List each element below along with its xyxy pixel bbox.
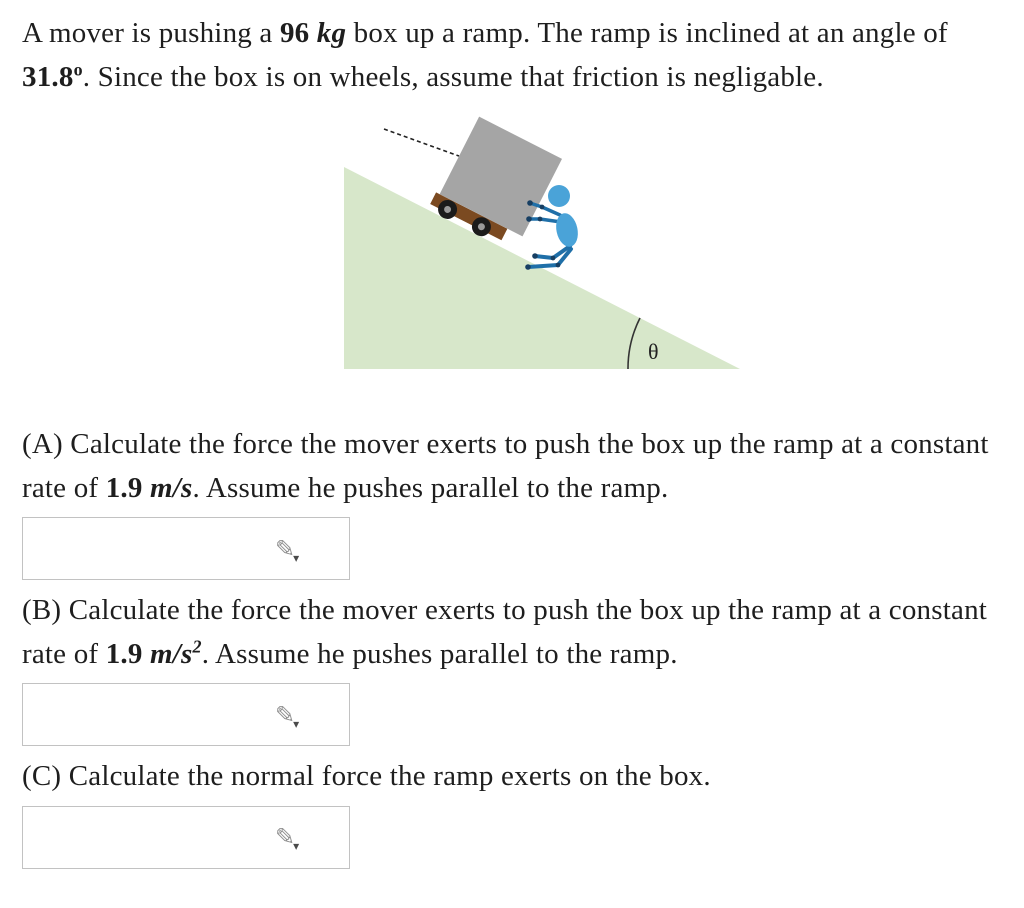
pencil-icon: ✎ [275,700,296,729]
mover-head [548,185,570,207]
answer-input-a[interactable] [23,518,349,579]
rate-value: 1.9 [105,637,151,670]
answer-input-c[interactable] [23,807,349,868]
text-segment: (A) Calculate the force the mover exerts to push the box up the ramp at a constant rate of [22,428,989,504]
rate-value: 1.9 [105,471,151,504]
pencil-icon: ✎ [275,823,296,851]
equation-editor-toggle[interactable] [275,534,300,565]
chevron-down-icon: ▾ [293,550,300,565]
mover-joint [540,205,545,210]
text-segment: box up a ramp. The ramp is inclined at an angle of [346,17,948,49]
mass-unit: kg [316,17,347,49]
text-segment: A mover is pushing a [22,17,280,49]
text-segment: (B) Calculate the force the mover exerts to push the box up the ramp at a constant rate of [22,594,988,670]
mover-joint [525,264,531,270]
rate-sup: 2 [192,635,202,656]
answer-box-b[interactable] [22,683,350,746]
equation-editor-toggle[interactable] [275,823,300,853]
angle-label: θ [648,339,659,364]
mover-joint [527,200,533,206]
dashed-guide-line [384,129,459,156]
ramp-diagram [22,107,1024,379]
text-segment: . Assume he pushes parallel to the ramp. [192,471,669,504]
part-c-question [22,755,1002,799]
chevron-down-icon: ▾ [293,716,300,731]
mass-value: 96 [279,17,317,49]
text-segment: . Assume he pushes parallel to the ramp. [201,637,678,670]
equation-editor-toggle[interactable] [275,700,300,731]
mover-joint [551,256,556,261]
mover-joint [538,217,543,222]
mover-torso [553,211,581,249]
answer-box-c[interactable] [22,806,350,869]
mover-joint [526,216,532,222]
problem-statement [22,12,1002,99]
angle-degree-sup: o [73,58,83,79]
pencil-icon: ✎ [275,534,296,563]
rate-unit: m/s [150,471,193,504]
mover-joint [556,263,561,268]
chevron-down-icon: ▾ [293,839,300,853]
mover-joint [532,253,538,259]
part-b-question [22,589,1002,676]
text-segment: . Since the box is on wheels, assume that friction is negligable. [82,60,824,93]
rate-unit: m/s [150,637,193,670]
angle-value: 31.8 [22,60,74,93]
answer-input-b[interactable] [23,684,349,745]
answer-box-a[interactable] [22,517,350,580]
part-a-question [22,423,1002,510]
mover-arm [529,219,561,222]
text-segment: (C) Calculate the normal force the ramp exerts on the box. [22,760,711,792]
